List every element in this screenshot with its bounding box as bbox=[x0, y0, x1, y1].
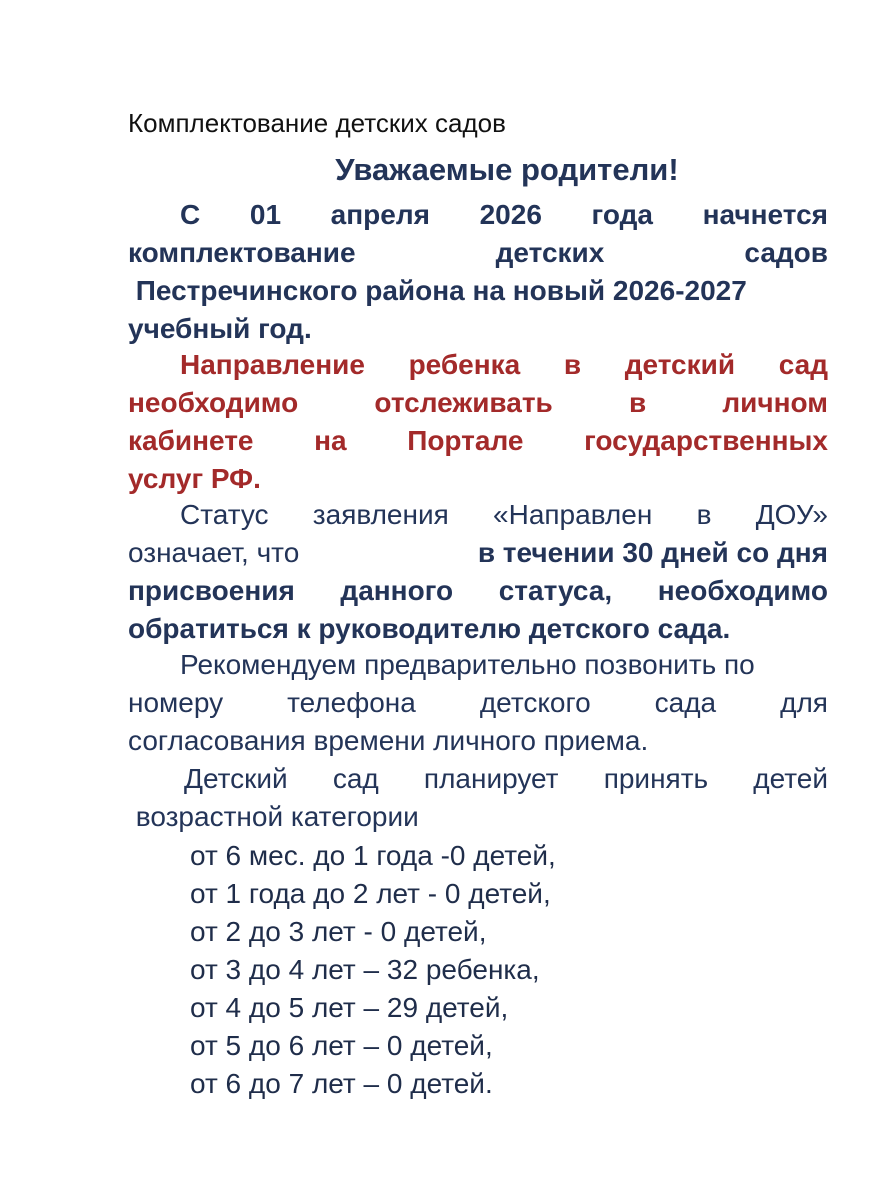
age-category-list bbox=[190, 837, 556, 1103]
announcement-line-2: комплектование детских садов bbox=[128, 237, 828, 268]
announcement-line-4: учебный год. bbox=[128, 313, 312, 344]
status-paragraph bbox=[128, 496, 828, 648]
recommendation-paragraph bbox=[128, 646, 828, 760]
greeting-heading: Уважаемые родители! bbox=[335, 152, 679, 187]
status-line-2: означает, что в течении 30 дней со дня bbox=[128, 537, 828, 568]
recommendation-line-3: согласования времени личного приема. bbox=[128, 725, 649, 756]
list-item: от 5 до 6 лет – 0 детей, bbox=[190, 1030, 493, 1061]
plan-line-1: Детский сад планирует принять детей bbox=[184, 763, 828, 794]
status-line-4: обратиться к руководителю детского сада. bbox=[128, 613, 731, 644]
notice-line-1: Направление ребенка в детский сад bbox=[180, 349, 828, 380]
notice-line-4: услуг РФ. bbox=[128, 463, 261, 494]
list-item: от 2 до 3 лет - 0 детей, bbox=[190, 916, 487, 947]
status-line-3: присвоения данного статуса, необходимо bbox=[128, 575, 828, 606]
notice-line-2: необходимо отслеживать в личном bbox=[128, 387, 828, 418]
announcement-paragraph bbox=[128, 196, 828, 348]
list-item: от 6 до 7 лет – 0 детей. bbox=[190, 1068, 493, 1099]
notice-paragraph bbox=[128, 346, 828, 498]
notice-line-3: кабинете на Портале государственных bbox=[128, 425, 828, 456]
recommendation-line-2: номеру телефона детского сада для bbox=[128, 687, 828, 718]
announcement-line-1: С 01 апреля 2026 года начнется bbox=[180, 199, 828, 230]
plan-paragraph bbox=[128, 760, 828, 836]
status-line-1: Статус заявления «Направлен в ДОУ» bbox=[180, 499, 828, 530]
page-title: Комплектование детских садов bbox=[128, 108, 506, 138]
recommendation-line-1: Рекомендуем предварительно позвонить по bbox=[180, 649, 755, 680]
list-item: от 4 до 5 лет – 29 детей, bbox=[190, 992, 509, 1023]
list-item: от 6 мес. до 1 года -0 детей, bbox=[190, 840, 556, 871]
list-item: от 3 до 4 лет – 32 ребенка, bbox=[190, 954, 540, 985]
plan-line-2: возрастной категории bbox=[128, 801, 419, 832]
announcement-line-3: Пестречинского района на новый 2026-2027 bbox=[128, 275, 747, 306]
list-item: от 1 года до 2 лет - 0 детей, bbox=[190, 878, 551, 909]
